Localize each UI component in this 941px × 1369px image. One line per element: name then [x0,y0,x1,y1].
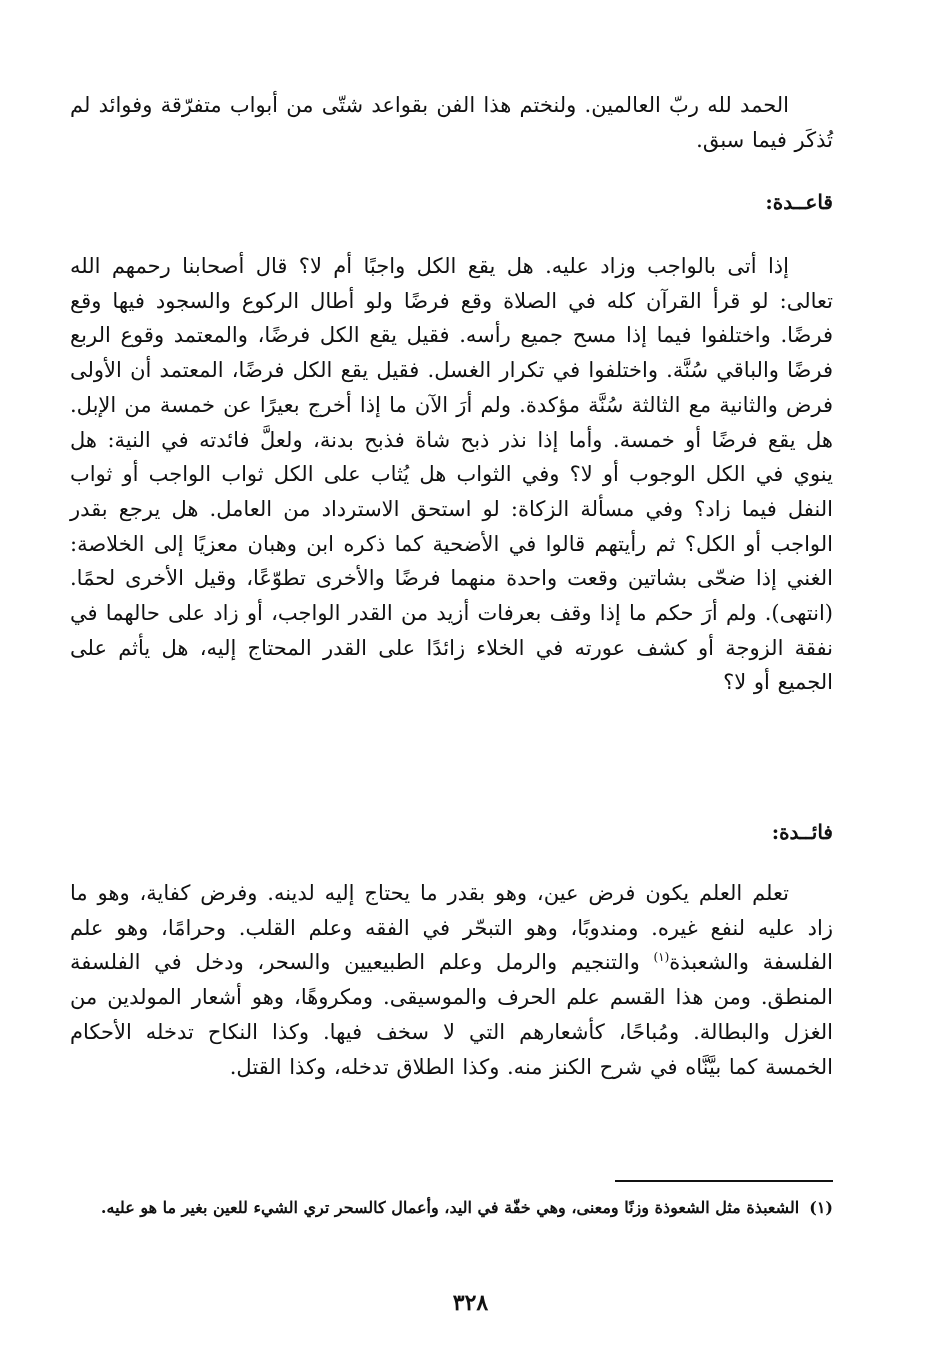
intro-paragraph: الحمد لله ربّ العالمين. ولنختم هذا الفن بقواعد شتّى من أبواب متفرّقة وفوائد لم تُذكَر فيما سبق. [70,93,833,152]
benefit-paragraph [70,876,833,1084]
benefit-text-start: تعلم العلم يكون فرض عين، وهو بقدر ما يحتاج إليه لدينه. وفرض كفاية، وهو ما زاد عليه لنفع غيره. ومندوبًا، وهو التبحّر في الفقه وعلم القلب. وحرامًا، وهو علم الفلسفة والشعبذة [70,881,833,975]
footnote-text: الشعبذة مثل الشعوذة وزنًا ومعنى، وهي خفّة في اليد، وأعمال كالسحر تري الشيء للعين بغير ما هو عليه. [100,1198,800,1217]
page-number: ٣٢٨ [452,1290,489,1316]
rule-paragraph: إذا أتى بالواجب وزاد عليه. هل يقع الكل واجبًا أم لا؟ قال أصحابنا رحمهم الله تعالى: لو قرأ القرآن كله في الصلاة وقع فرضًا ولو أطال الركوع والسجود فيها وقع فرضًا. واختلفوا فيما إذا مسح جميع رأسه. فقيل يقع الكل فرضًا، والمعتمد وقوع الربع فرضًا والباقي سُنَّة. واختلفوا في تكرار الغسل. فقيل يقع الكل فرضًا، المعتمد أن الأولى فرض والثانية مع الثالثة سُنَّة مؤكدة. ولم أرَ الآن ما إذا أخرج بعيرًا عن خمسة من الإبل. هل يقع فرضًا أو خمسة. وأما إذا نذر ذبح شاة فذبح بدنة، ولعلَّ فائدته في النية: هل ينوي في الكل الوجوب أو لا؟ وفي الثواب هل يُثاب على الكل ثواب الواجب أو ثواب النفل فيما زاد؟ وفي مسألة الزكاة: لو استحق الاسترداد من العامل. هل يرجع بقدر الواجب أو الكل؟ ثم رأيتهم قالوا في الأضحية كما ذكره ابن وهبان معزيًا إلى الخلاصة: الغني إذا ضحّى بشاتين وقعت واحدة منهما فرضًا والأخرى تطوّعًا، وقيل الأخرى لحمًا. (انتهى). ولم أرَ حكم ما إذا وقف بعرفات أزيد من القدر الواجب، أو زاد على حالهما في نفقة الزوجة أو كشف عورته في الخلاء زائدًا على القدر المحتاج إليه، هل يأثم على الجميع أو لا؟ [70,254,833,695]
footnote-marker: (١) [809,1198,833,1217]
benefit-text-end: والتنجيم والرمل وعلم الطبيعيين والسحر، ودخل في الفلسفة المنطق. ومن هذا القسم علم الحرف والموسيقى. ومكروهًا، وهو أشعار المولدين من الغزل والبطالة. ومُباحًا، كأشعارهم التي لا سخف فيها. وكذا النكاح تدخله الأحكام الخمسة كما بيَّنَّاه في شرح الكنز منه. وكذا الطلاق تدخله، وكذا القتل. [70,950,833,1079]
footnote-divider [615,1180,833,1182]
footnote [70,1192,833,1223]
footnote-reference: (١) [653,950,670,965]
rule-heading: قاعــدة: [765,190,833,214]
benefit-heading: فائــدة: [771,820,833,844]
